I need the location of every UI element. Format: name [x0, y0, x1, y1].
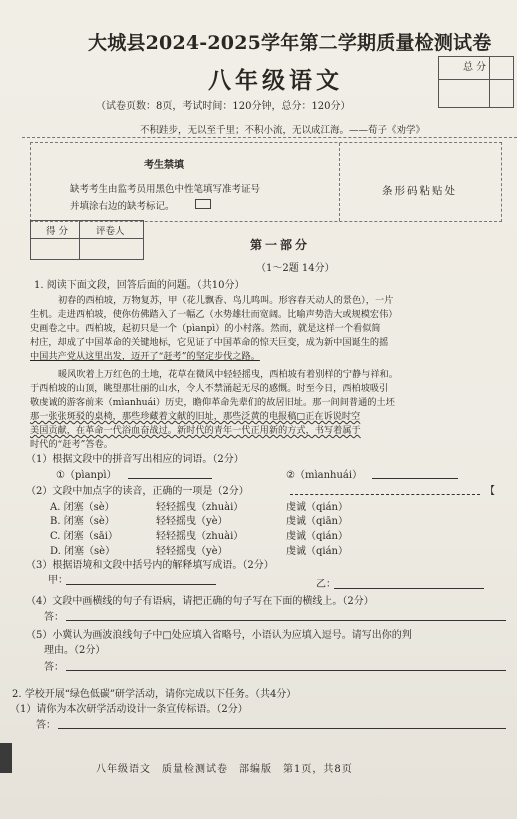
- option-d-2: 轻轻摇曳（yè）: [156, 546, 228, 557]
- option-d-1: D. 闭塞（sè）: [50, 546, 116, 557]
- examinee-box-line1: 缺考考生由监考员用黑色中性笔填写准考证号: [70, 184, 261, 195]
- option-a-1: A. 闭塞（sè）: [50, 502, 115, 513]
- option-c-3: 虔诚（qián）: [286, 531, 349, 542]
- seal-line: [22, 137, 517, 138]
- answer-bracket[interactable]: 【: [485, 486, 495, 497]
- q1-sub2: （2）文段中加点字的读音，正确的一项是（2分）: [26, 486, 249, 497]
- option-b-2: 轻轻摇曳（yè）: [156, 516, 228, 527]
- total-score-box: [438, 56, 514, 108]
- passage-line: 村庄，却成了中国革命的关键地标，它见证了中国革命的惊天巨变，成为新中国诞生的摇: [30, 337, 389, 348]
- passage-wavy-sentence: 那一张张斑驳的桌椅，那些珍藏着文献的旧址，那些泛黄的电报稿□正在诉说时空: [30, 411, 361, 422]
- q1-sub1-b: ②（mìanhuái）: [286, 470, 363, 481]
- q1-sub3: （3）根据语境和文段中括号内的解释填写成语。（2分）: [26, 560, 274, 571]
- barcode-area: 条形码粘贴处: [382, 185, 457, 197]
- examinee-box-line2: 并填涂右边的缺考标记。: [70, 201, 175, 212]
- q1-sub5-answer: 答：: [44, 662, 64, 673]
- page-edge-mark: [0, 743, 12, 773]
- answer-blank[interactable]: [372, 478, 458, 479]
- q1-sub4: （4）文段中画横线的句子有语病，请把正确的句子写在下面的横线上。（2分）: [26, 596, 374, 607]
- passage-line: 生机。走进西柏坡，使你仿佛踏入了一幅乙（水势雄壮而宽阔。比喻声势浩大或规模宏伟）: [30, 309, 398, 320]
- answer-blank[interactable]: [66, 584, 216, 585]
- page-footer: 八年级语文 质量检测试卷 部编版 第1页，共8页: [96, 764, 353, 775]
- passage-wavy-sentence: 美国贡献，在革命一代浴血奋战过。新时代的青年一代正用新的方式，书写着属于: [30, 425, 361, 436]
- passage-line: 初春的西柏坡，万物复苏，甲（花儿飘香、鸟儿鸣叫。形容春天动人的景色），一片: [58, 295, 394, 306]
- q1-stem: 1. 阅读下面文段，回答后面的问题。（共10分）: [34, 280, 245, 291]
- q1-sub1: （1）根据文段中的拼音写出相应的词语。（2分）: [26, 454, 244, 465]
- passage-line: 于西柏坡的山顶，眺望那壮丽的山水，令人不禁涌起无尽的感慨。时至今日，西柏坡吸引: [30, 383, 389, 394]
- part-range: （1～2题 14分）: [256, 263, 335, 274]
- score-table-col1: 得分: [46, 226, 72, 237]
- option-b-1: B. 闭塞（sè）: [50, 516, 115, 527]
- q2-stem: 2. 学校开展“绿色低碳”研学活动，请你完成以下任务。（共4分）: [12, 689, 297, 700]
- q1-sub4-answer: 答：: [44, 612, 64, 623]
- passage-underlined-sentence: 中国共产党从这里出发，迈开了“赶考”的坚定步伐之路。: [30, 351, 260, 362]
- option-a-2: 轻轻摇曳（zhuài）: [156, 502, 244, 513]
- answer-line[interactable]: [58, 728, 506, 729]
- option-a-3: 虔诚（qián）: [286, 502, 349, 513]
- exam-info: （试卷页数：8页，考试时间：120分钟，总分：120分）: [96, 101, 351, 112]
- option-d-3: 虔诚（qián）: [286, 546, 349, 557]
- option-c-1: C. 闭塞（sāi）: [50, 531, 118, 542]
- passage-line: 敬虔诚的游客前来（mìanhuái）历史，瞻仰革命先辈们的故居旧址。那一间间普通的土坯: [30, 397, 395, 408]
- answer-blank[interactable]: [128, 478, 212, 479]
- answer-line[interactable]: [66, 670, 506, 671]
- passage-line: 时代的“赶考”答卷。: [30, 439, 113, 450]
- part-title: 第一部分: [250, 238, 311, 252]
- score-table-col2: 评卷人: [96, 226, 125, 237]
- q1-sub5: （5）小冀认为画波浪线句子中□处应填入省略号，小语认为应填入逗号。请写出你的判: [26, 630, 412, 641]
- exam-title: 大城县2024-2025学年第二学期质量检测试卷: [88, 32, 492, 54]
- passage-line: 暖风吹着上万红色的土地，花草在微风中轻轻摇曳，西柏坡有着别样的宁静与祥和。: [58, 369, 398, 380]
- q1-sub3-b: 乙：: [316, 579, 336, 590]
- q1-sub1-a: ①（pìanpì）: [56, 470, 117, 481]
- absent-mark-checkbox[interactable]: [195, 199, 211, 209]
- answer-blank[interactable]: [334, 588, 484, 589]
- examinee-box-title: 考生禁填: [144, 160, 184, 171]
- option-c-2: 轻轻摇曳（zhuài）: [156, 531, 244, 542]
- q1-sub5-b: 理由。（2分）: [44, 645, 106, 656]
- motto: 不积跬步，无以至千里；不积小流，无以成江海。——荀子《劝学》: [140, 125, 426, 136]
- answer-line[interactable]: [66, 620, 506, 621]
- q1-sub3-a: 甲：: [48, 575, 68, 586]
- total-score-label: 总分: [439, 57, 513, 80]
- passage-line: 史画卷之中。西柏坡，起初只是一个（pìanpì）的小村落。然而，就是这样一个看似简: [30, 323, 381, 334]
- q2-sub1: （1）请你为本次研学活动设计一条宣传标语。（2分）: [10, 704, 248, 715]
- exam-subtitle: 八年级语文: [208, 67, 343, 94]
- q2-answer: 答：: [36, 720, 56, 731]
- option-b-3: 虔诚（qiān）: [286, 516, 349, 527]
